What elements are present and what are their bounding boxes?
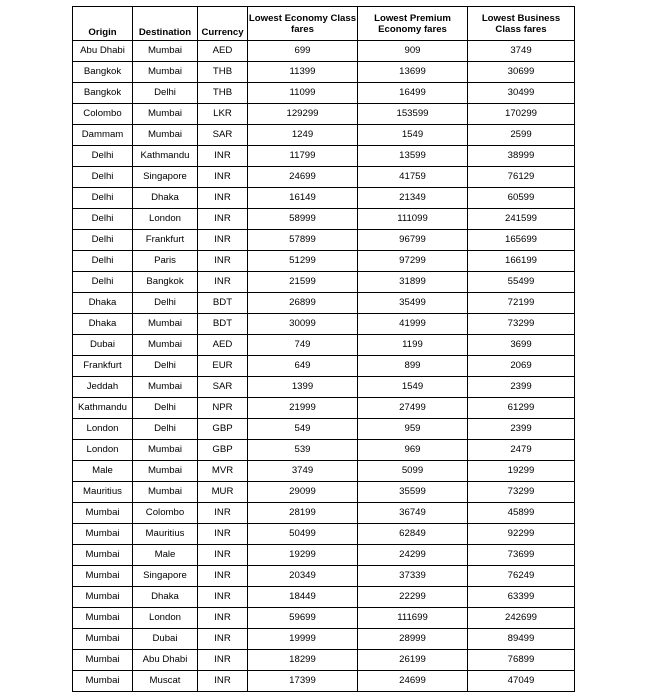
economy-fare-cell: 30099 <box>248 314 358 335</box>
currency-cell: GBP <box>198 419 248 440</box>
fare-rows <box>73 41 575 692</box>
header-premium-economy-fares: Lowest Premium Economy fares <box>358 7 468 41</box>
destination-cell: Delhi <box>133 356 198 377</box>
currency-cell: INR <box>198 146 248 167</box>
currency-cell: INR <box>198 167 248 188</box>
premium-fare-cell: 5099 <box>358 461 468 482</box>
destination-cell: Mumbai <box>133 377 198 398</box>
destination-cell: Male <box>133 545 198 566</box>
business-fare-cell: 166199 <box>468 251 575 272</box>
origin-cell: London <box>73 419 133 440</box>
table-row <box>73 671 575 692</box>
destination-cell: Mauritius <box>133 524 198 545</box>
table-row <box>73 650 575 671</box>
premium-fare-cell: 41999 <box>358 314 468 335</box>
header-row <box>73 7 575 41</box>
premium-fare-cell: 62849 <box>358 524 468 545</box>
origin-cell: Mumbai <box>73 545 133 566</box>
destination-cell: Mumbai <box>133 62 198 83</box>
destination-cell: Mumbai <box>133 440 198 461</box>
origin-cell: Delhi <box>73 272 133 293</box>
destination-cell: Mumbai <box>133 104 198 125</box>
table-row <box>73 209 575 230</box>
table-row <box>73 335 575 356</box>
business-fare-cell: 242699 <box>468 608 575 629</box>
currency-cell: AED <box>198 335 248 356</box>
table-row <box>73 293 575 314</box>
origin-cell: Mumbai <box>73 671 133 692</box>
origin-cell: Abu Dhabi <box>73 41 133 62</box>
table-row <box>73 104 575 125</box>
table-row <box>73 608 575 629</box>
economy-fare-cell: 129299 <box>248 104 358 125</box>
currency-cell: BDT <box>198 293 248 314</box>
business-fare-cell: 76249 <box>468 566 575 587</box>
premium-fare-cell: 96799 <box>358 230 468 251</box>
table-row <box>73 62 575 83</box>
premium-fare-cell: 31899 <box>358 272 468 293</box>
business-fare-cell: 45899 <box>468 503 575 524</box>
destination-cell: Frankfurt <box>133 230 198 251</box>
economy-fare-cell: 749 <box>248 335 358 356</box>
business-fare-cell: 2069 <box>468 356 575 377</box>
table-row <box>73 41 575 62</box>
economy-fare-cell: 16149 <box>248 188 358 209</box>
premium-fare-cell: 28999 <box>358 629 468 650</box>
business-fare-cell: 92299 <box>468 524 575 545</box>
business-fare-cell: 76129 <box>468 167 575 188</box>
business-fare-cell: 3699 <box>468 335 575 356</box>
economy-fare-cell: 539 <box>248 440 358 461</box>
table-row <box>73 356 575 377</box>
table-row <box>73 251 575 272</box>
premium-fare-cell: 153599 <box>358 104 468 125</box>
economy-fare-cell: 51299 <box>248 251 358 272</box>
business-fare-cell: 73299 <box>468 314 575 335</box>
currency-cell: INR <box>198 188 248 209</box>
destination-cell: Delhi <box>133 419 198 440</box>
origin-cell: Mumbai <box>73 587 133 608</box>
header-currency: Currency <box>198 7 248 41</box>
destination-cell: Singapore <box>133 167 198 188</box>
economy-fare-cell: 19299 <box>248 545 358 566</box>
economy-fare-cell: 699 <box>248 41 358 62</box>
destination-cell: Dhaka <box>133 587 198 608</box>
currency-cell: EUR <box>198 356 248 377</box>
table-row <box>73 377 575 398</box>
currency-cell: INR <box>198 503 248 524</box>
business-fare-cell: 2599 <box>468 125 575 146</box>
currency-cell: GBP <box>198 440 248 461</box>
origin-cell: Bangkok <box>73 83 133 104</box>
header-destination: Destination <box>133 7 198 41</box>
premium-fare-cell: 21349 <box>358 188 468 209</box>
destination-cell: Delhi <box>133 293 198 314</box>
destination-cell: Delhi <box>133 398 198 419</box>
origin-cell: Kathmandu <box>73 398 133 419</box>
table-row <box>73 230 575 251</box>
table-row <box>73 272 575 293</box>
economy-fare-cell: 11099 <box>248 83 358 104</box>
currency-cell: THB <box>198 83 248 104</box>
header-origin: Origin <box>73 7 133 41</box>
currency-cell: INR <box>198 566 248 587</box>
premium-fare-cell: 1199 <box>358 335 468 356</box>
business-fare-cell: 61299 <box>468 398 575 419</box>
origin-cell: Dubai <box>73 335 133 356</box>
origin-cell: Mumbai <box>73 608 133 629</box>
business-fare-cell: 55499 <box>468 272 575 293</box>
destination-cell: London <box>133 209 198 230</box>
table-row <box>73 440 575 461</box>
table-row <box>73 566 575 587</box>
premium-fare-cell: 111099 <box>358 209 468 230</box>
origin-cell: Mumbai <box>73 503 133 524</box>
business-fare-cell: 72199 <box>468 293 575 314</box>
economy-fare-cell: 3749 <box>248 461 358 482</box>
economy-fare-cell: 11799 <box>248 146 358 167</box>
economy-fare-cell: 18449 <box>248 587 358 608</box>
destination-cell: Mumbai <box>133 461 198 482</box>
table-row <box>73 503 575 524</box>
table-row <box>73 629 575 650</box>
origin-cell: Frankfurt <box>73 356 133 377</box>
destination-cell: Muscat <box>133 671 198 692</box>
economy-fare-cell: 21999 <box>248 398 358 419</box>
destination-cell: Mumbai <box>133 314 198 335</box>
table-row <box>73 482 575 503</box>
business-fare-cell: 165699 <box>468 230 575 251</box>
currency-cell: INR <box>198 230 248 251</box>
currency-cell: MUR <box>198 482 248 503</box>
currency-cell: THB <box>198 62 248 83</box>
table-row <box>73 167 575 188</box>
currency-cell: INR <box>198 671 248 692</box>
business-fare-cell: 2399 <box>468 419 575 440</box>
premium-fare-cell: 37339 <box>358 566 468 587</box>
business-fare-cell: 47049 <box>468 671 575 692</box>
currency-cell: SAR <box>198 377 248 398</box>
economy-fare-cell: 549 <box>248 419 358 440</box>
business-fare-cell: 241599 <box>468 209 575 230</box>
origin-cell: Bangkok <box>73 62 133 83</box>
premium-fare-cell: 13699 <box>358 62 468 83</box>
currency-cell: NPR <box>198 398 248 419</box>
origin-cell: Delhi <box>73 167 133 188</box>
table-row <box>73 461 575 482</box>
premium-fare-cell: 13599 <box>358 146 468 167</box>
economy-fare-cell: 649 <box>248 356 358 377</box>
economy-fare-cell: 57899 <box>248 230 358 251</box>
currency-cell: AED <box>198 41 248 62</box>
premium-fare-cell: 1549 <box>358 125 468 146</box>
header-economy-fares: Lowest Economy Class fares <box>248 7 358 41</box>
origin-cell: Dhaka <box>73 293 133 314</box>
destination-cell: Mumbai <box>133 482 198 503</box>
premium-fare-cell: 959 <box>358 419 468 440</box>
currency-cell: INR <box>198 629 248 650</box>
destination-cell: Abu Dhabi <box>133 650 198 671</box>
currency-cell: INR <box>198 524 248 545</box>
business-fare-cell: 19299 <box>468 461 575 482</box>
destination-cell: Mumbai <box>133 125 198 146</box>
currency-cell: SAR <box>198 125 248 146</box>
economy-fare-cell: 50499 <box>248 524 358 545</box>
premium-fare-cell: 899 <box>358 356 468 377</box>
origin-cell: Mumbai <box>73 629 133 650</box>
currency-cell: INR <box>198 251 248 272</box>
destination-cell: Colombo <box>133 503 198 524</box>
economy-fare-cell: 11399 <box>248 62 358 83</box>
premium-fare-cell: 27499 <box>358 398 468 419</box>
premium-fare-cell: 969 <box>358 440 468 461</box>
economy-fare-cell: 24699 <box>248 167 358 188</box>
currency-cell: INR <box>198 209 248 230</box>
destination-cell: Paris <box>133 251 198 272</box>
economy-fare-cell: 29099 <box>248 482 358 503</box>
business-fare-cell: 63399 <box>468 587 575 608</box>
currency-cell: INR <box>198 650 248 671</box>
business-fare-cell: 89499 <box>468 629 575 650</box>
origin-cell: Mauritius <box>73 482 133 503</box>
destination-cell: Kathmandu <box>133 146 198 167</box>
table-row <box>73 146 575 167</box>
currency-cell: BDT <box>198 314 248 335</box>
premium-fare-cell: 909 <box>358 41 468 62</box>
currency-cell: INR <box>198 545 248 566</box>
premium-fare-cell: 24299 <box>358 545 468 566</box>
premium-fare-cell: 1549 <box>358 377 468 398</box>
economy-fare-cell: 19999 <box>248 629 358 650</box>
origin-cell: Mumbai <box>73 524 133 545</box>
origin-cell: Delhi <box>73 146 133 167</box>
origin-cell: Mumbai <box>73 650 133 671</box>
table-row <box>73 419 575 440</box>
premium-fare-cell: 111699 <box>358 608 468 629</box>
economy-fare-cell: 1249 <box>248 125 358 146</box>
origin-cell: Jeddah <box>73 377 133 398</box>
origin-cell: Delhi <box>73 188 133 209</box>
origin-cell: Dammam <box>73 125 133 146</box>
table-row <box>73 125 575 146</box>
destination-cell: Dhaka <box>133 188 198 209</box>
origin-cell: Delhi <box>73 230 133 251</box>
premium-fare-cell: 36749 <box>358 503 468 524</box>
destination-cell: London <box>133 608 198 629</box>
destination-cell: Dubai <box>133 629 198 650</box>
currency-cell: MVR <box>198 461 248 482</box>
table-row <box>73 188 575 209</box>
business-fare-cell: 2399 <box>468 377 575 398</box>
origin-cell: Delhi <box>73 209 133 230</box>
business-fare-cell: 2479 <box>468 440 575 461</box>
table-row <box>73 398 575 419</box>
origin-cell: Male <box>73 461 133 482</box>
table-row <box>73 545 575 566</box>
economy-fare-cell: 20349 <box>248 566 358 587</box>
destination-cell: Delhi <box>133 83 198 104</box>
currency-cell: LKR <box>198 104 248 125</box>
business-fare-cell: 170299 <box>468 104 575 125</box>
header-business-fares: Lowest Business Class fares <box>468 7 575 41</box>
premium-fare-cell: 41759 <box>358 167 468 188</box>
business-fare-cell: 60599 <box>468 188 575 209</box>
table-row <box>73 83 575 104</box>
destination-cell: Mumbai <box>133 335 198 356</box>
business-fare-cell: 30499 <box>468 83 575 104</box>
economy-fare-cell: 28199 <box>248 503 358 524</box>
premium-fare-cell: 26199 <box>358 650 468 671</box>
economy-fare-cell: 21599 <box>248 272 358 293</box>
currency-cell: INR <box>198 587 248 608</box>
economy-fare-cell: 59699 <box>248 608 358 629</box>
economy-fare-cell: 18299 <box>248 650 358 671</box>
destination-cell: Singapore <box>133 566 198 587</box>
premium-fare-cell: 24699 <box>358 671 468 692</box>
business-fare-cell: 73699 <box>468 545 575 566</box>
business-fare-cell: 38999 <box>468 146 575 167</box>
currency-cell: INR <box>198 608 248 629</box>
premium-fare-cell: 35499 <box>358 293 468 314</box>
economy-fare-cell: 17399 <box>248 671 358 692</box>
currency-cell: INR <box>198 272 248 293</box>
origin-cell: London <box>73 440 133 461</box>
origin-cell: Colombo <box>73 104 133 125</box>
table-row <box>73 314 575 335</box>
destination-cell: Mumbai <box>133 41 198 62</box>
premium-fare-cell: 35599 <box>358 482 468 503</box>
economy-fare-cell: 26899 <box>248 293 358 314</box>
origin-cell: Mumbai <box>73 566 133 587</box>
destination-cell: Bangkok <box>133 272 198 293</box>
premium-fare-cell: 97299 <box>358 251 468 272</box>
premium-fare-cell: 22299 <box>358 587 468 608</box>
business-fare-cell: 30699 <box>468 62 575 83</box>
premium-fare-cell: 16499 <box>358 83 468 104</box>
fares-table <box>72 6 575 692</box>
table-row <box>73 587 575 608</box>
economy-fare-cell: 1399 <box>248 377 358 398</box>
business-fare-cell: 3749 <box>468 41 575 62</box>
economy-fare-cell: 58999 <box>248 209 358 230</box>
table-row <box>73 524 575 545</box>
origin-cell: Dhaka <box>73 314 133 335</box>
business-fare-cell: 73299 <box>468 482 575 503</box>
origin-cell: Delhi <box>73 251 133 272</box>
business-fare-cell: 76899 <box>468 650 575 671</box>
